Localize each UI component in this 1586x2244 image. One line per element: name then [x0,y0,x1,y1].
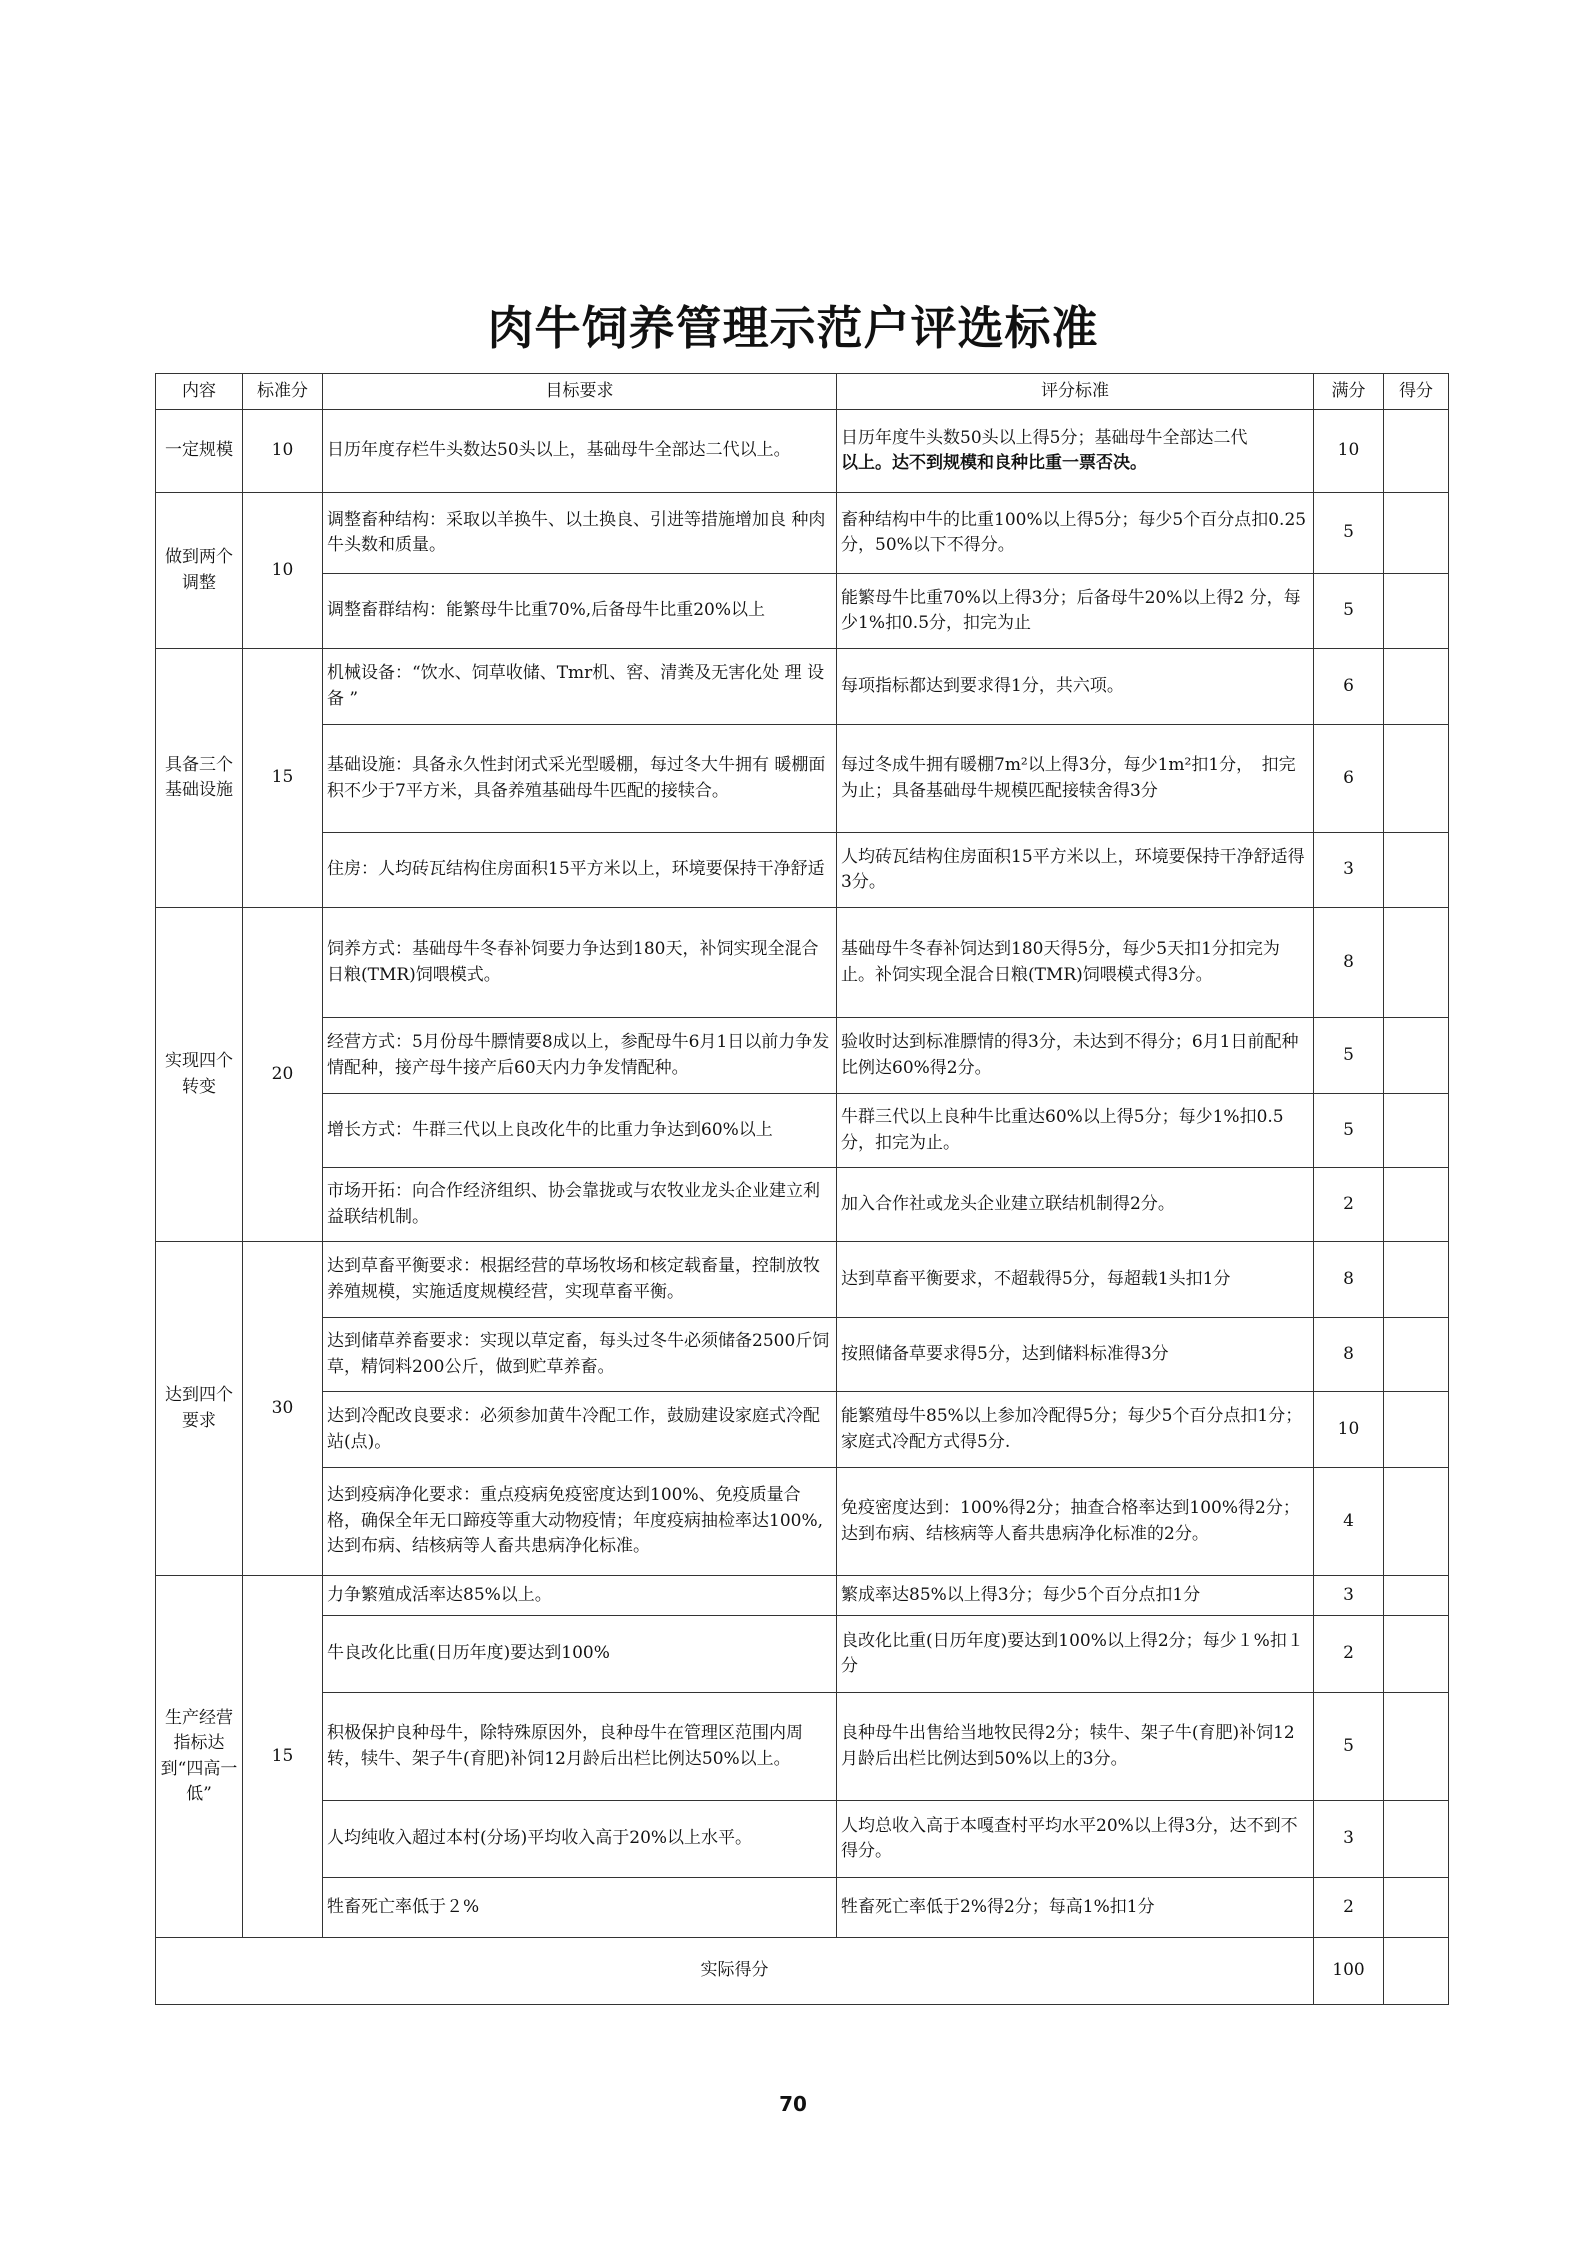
criteria-cell: 基础母牛冬春补饲达到180天得5分，每少5天扣1分扣完为止。补饲实现全混合日粮(TMR)饲喂模式得3分。 [837,908,1314,1018]
full-score-cell: 5 [1314,493,1384,574]
criteria-cell: 按照储备草要求得5分，达到储料标准得3分 [837,1318,1314,1392]
goal-cell: 牲畜死亡率低于２% [323,1878,837,1938]
goal-cell: 调整畜种结构：采取以羊换牛、以土换良、引进等措施增加良 种肉牛头数和质量。 [323,493,837,574]
table-row [156,649,1449,725]
criteria-cell: 畜种结构中牛的比重100%以上得5分；每少5个百分点扣0.25分，50%以下不得分。 [837,493,1314,574]
criteria-text: 日历年度牛头数50头以上得5分；基础母牛全部达二代 [841,427,1248,448]
full-score-cell: 8 [1314,908,1384,1018]
table-header-row [156,374,1449,410]
goal-cell: 日历年度存栏牛头数达50头以上，基础母牛全部达二代以上。 [323,410,837,493]
goal-cell: 达到冷配改良要求：必须参加黄牛冷配工作，鼓励建设家庭式冷配站(点)。 [323,1392,837,1468]
table-row [156,1576,1449,1616]
content-cell: 做到两个调整 [156,493,243,649]
score-cell[interactable] [1384,493,1449,574]
table-row [156,1801,1449,1878]
table-row [156,1468,1449,1576]
score-cell[interactable] [1384,1392,1449,1468]
goal-cell: 增长方式：牛群三代以上良改化牛的比重力争达到60%以上 [323,1094,837,1168]
score-cell[interactable] [1384,833,1449,908]
table-row [156,1693,1449,1801]
full-score-cell: 5 [1314,1018,1384,1094]
score-cell[interactable] [1384,649,1449,725]
full-score-cell: 3 [1314,833,1384,908]
score-cell[interactable] [1384,1576,1449,1616]
goal-cell: 住房：人均砖瓦结构住房面积15平方米以上，环境要保持干净舒适 [323,833,837,908]
full-score-cell: 2 [1314,1168,1384,1242]
goal-cell: 机械设备：“饮水、饲草收储、Tmr机、窖、清粪及无害化处 理 设 备 ” [323,649,837,725]
criteria-cell: 繁成率达85%以上得3分；每少5个百分点扣1分 [837,1576,1314,1616]
goal-cell: 积极保护良种母牛，除特殊原因外，良种母牛在管理区范围内周转，犊牛、架子牛(育肥)补饲12月龄后出栏比例达50%以上。 [323,1693,837,1801]
score-cell[interactable] [1384,908,1449,1018]
header-content: 内容 [156,374,243,410]
full-score-cell: 6 [1314,649,1384,725]
score-cell[interactable] [1384,574,1449,649]
table-row [156,1242,1449,1318]
header-standard-score: 标准分 [243,374,323,410]
table-row [156,410,1449,493]
criteria-cell: 牲畜死亡率低于2%得2分；每高1%扣1分 [837,1878,1314,1938]
std-score-cell: 15 [243,649,323,908]
total-label: 实际得分 [156,1938,1314,2005]
content-cell: 生产经营指标达到“四高一低” [156,1576,243,1938]
score-cell[interactable] [1384,1094,1449,1168]
score-cell[interactable] [1384,725,1449,833]
full-score-cell: 5 [1314,574,1384,649]
criteria-cell: 每过冬成牛拥有暖棚7m²以上得3分，每少1m²扣1分， 扣完为止；具备基础母牛规模匹配接犊舍得3分 [837,725,1314,833]
table-row [156,1878,1449,1938]
table-row [156,574,1449,649]
table-row [156,1094,1449,1168]
goal-cell: 力争繁殖成活率达85%以上。 [323,1576,837,1616]
content-cell: 一定规模 [156,410,243,493]
score-cell[interactable] [1384,1878,1449,1938]
table-row [156,1318,1449,1392]
score-cell[interactable] [1384,1693,1449,1801]
score-cell[interactable] [1384,1616,1449,1693]
full-score-cell: 6 [1314,725,1384,833]
std-score-cell: 20 [243,908,323,1242]
goal-cell: 达到疫病净化要求：重点疫病免疫密度达到100%、免疫质量合格，确保全年无口蹄疫等重大动物疫情；年度疫病抽检率达100%,达到布病、结核病等人畜共患病净化标准。 [323,1468,837,1576]
criteria-cell: 人均总收入高于本嘎查村平均水平20%以上得3分，达不到不得分。 [837,1801,1314,1878]
std-score-cell: 15 [243,1576,323,1938]
criteria-cell: 良种母牛出售给当地牧民得2分；犊牛、架子牛(育肥)补饲12月龄后出栏比例达到50%以上的3分。 [837,1693,1314,1801]
score-cell[interactable] [1384,1468,1449,1576]
full-score-cell: 3 [1314,1801,1384,1878]
header-score: 得分 [1384,374,1449,410]
table-row [156,833,1449,908]
header-criteria: 评分标准 [837,374,1314,410]
header-goal: 目标要求 [323,374,837,410]
total-row [156,1938,1449,2005]
criteria-cell: 牛群三代以上良种牛比重达60%以上得5分；每少1%扣0.5分，扣完为止。 [837,1094,1314,1168]
criteria-cell: 达到草畜平衡要求，不超载得5分，每超载1头扣1分 [837,1242,1314,1318]
table-row [156,1392,1449,1468]
full-score-cell: 10 [1314,1392,1384,1468]
criteria-cell: 人均砖瓦结构住房面积15平方米以上，环境要保持干净舒适得3分。 [837,833,1314,908]
criteria-cell: 良改化比重(日历年度)要达到100%以上得2分；每少１%扣１分 [837,1616,1314,1693]
page-title: 肉牛饲养管理示范户评选标准 [487,301,1099,355]
full-score-cell: 4 [1314,1468,1384,1576]
total-full-score: 100 [1314,1938,1384,2005]
full-score-cell: 10 [1314,410,1384,493]
goal-cell: 人均纯收入超过本村(分场)平均收入高于20%以上水平。 [323,1801,837,1878]
table-row [156,908,1449,1018]
goal-cell: 基础设施：具备永久性封闭式采光型暖棚，每过冬大牛拥有 暖棚面积不少于7平方米，具备养殖基础母牛匹配的接犊合。 [323,725,837,833]
criteria-cell: 免疫密度达到：100%得2分；抽查合格率达到100%得2分；达到布病、结核病等人畜共患病净化标准的2分。 [837,1468,1314,1576]
score-cell[interactable] [1384,410,1449,493]
criteria-cell [837,410,1314,493]
header-full-score: 满分 [1314,374,1384,410]
content-cell: 达到四个要求 [156,1242,243,1576]
goal-cell: 经营方式：5月份母牛膘情要8成以上，参配母牛6月1日以前力争发情配种，接产母牛接产后60天内力争发情配种。 [323,1018,837,1094]
full-score-cell: 5 [1314,1693,1384,1801]
total-score[interactable] [1384,1938,1449,2005]
table-row [156,1168,1449,1242]
full-score-cell: 8 [1314,1318,1384,1392]
table-row [156,725,1449,833]
page-number: 70 [779,2092,807,2116]
std-score-cell: 10 [243,493,323,649]
table-row [156,1616,1449,1693]
score-cell[interactable] [1384,1242,1449,1318]
criteria-cell: 加入合作社或龙头企业建立联结机制得2分。 [837,1168,1314,1242]
evaluation-table [155,373,1449,2005]
table-row [156,493,1449,574]
score-cell[interactable] [1384,1018,1449,1094]
full-score-cell: 3 [1314,1576,1384,1616]
std-score-cell: 30 [243,1242,323,1576]
score-cell[interactable] [1384,1168,1449,1242]
goal-cell: 饲养方式：基础母牛冬春补饲要力争达到180天，补饲实现全混合日粮(TMR)饲喂模式。 [323,908,837,1018]
content-cell: 具备三个基础设施 [156,649,243,908]
table-row [156,1018,1449,1094]
criteria-bold-text: 以上。达不到规模和良种比重一票否决。 [841,453,1147,473]
goal-cell: 达到储草养畜要求：实现以草定畜，每头过冬牛必须储备2500斤饲草，精饲料200公斤，做到贮草养畜。 [323,1318,837,1392]
criteria-cell: 能繁殖母牛85%以上参加冷配得5分；每少5个百分点扣1分；家庭式冷配方式得5分. [837,1392,1314,1468]
goal-cell: 达到草畜平衡要求：根据经营的草场牧场和核定载畜量，控制放牧养殖规模，实施适度规模经营，实现草畜平衡。 [323,1242,837,1318]
criteria-cell: 验收时达到标准膘情的得3分，未达到不得分；6月1日前配种比例达60%得2分。 [837,1018,1314,1094]
content-cell: 实现四个转变 [156,908,243,1242]
full-score-cell: 8 [1314,1242,1384,1318]
criteria-cell: 每项指标都达到要求得1分，共六项。 [837,649,1314,725]
criteria-cell: 能繁母牛比重70%以上得3分；后备母牛20%以上得2 分，每少1%扣0.5分，扣完为止 [837,574,1314,649]
full-score-cell: 2 [1314,1616,1384,1693]
score-cell[interactable] [1384,1801,1449,1878]
goal-cell: 牛良改化比重(日历年度)要达到100% [323,1616,837,1693]
goal-cell: 调整畜群结构：能繁母牛比重70%,后备母牛比重20%以上 [323,574,837,649]
full-score-cell: 2 [1314,1878,1384,1938]
score-cell[interactable] [1384,1318,1449,1392]
goal-cell: 市场开拓：向合作经济组织、协会靠拢或与农牧业龙头企业建立利益联结机制。 [323,1168,837,1242]
std-score-cell: 10 [243,410,323,493]
full-score-cell: 5 [1314,1094,1384,1168]
